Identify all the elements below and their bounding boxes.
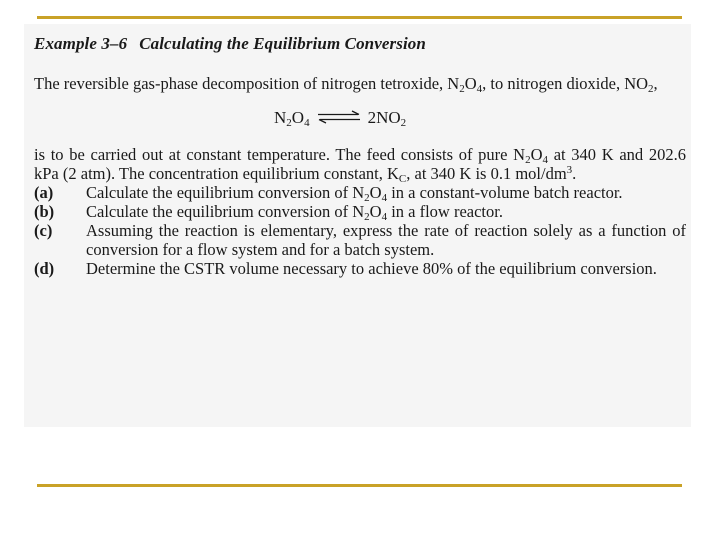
part-b-text-3: in a flow reactor. [387,202,503,221]
intro-text-3: , to nitrogen dioxide, NO [482,74,649,93]
intro-text-4: , [653,74,658,93]
equation-left-sub-1: 2 [286,117,292,129]
part-a-sub-1: 2 [364,192,370,204]
equation-right: 2NO [367,108,401,127]
part-b-sub-2: 4 [381,211,388,223]
part-label: (c) [34,221,53,240]
equilibrium-arrows-icon [316,104,362,134]
conditions-text-5: . [572,164,577,183]
question-part-b [34,202,686,221]
intro-sub-2: 4 [476,83,483,95]
part-text [86,183,686,202]
question-part-a [34,183,686,202]
part-text [86,202,686,221]
example-heading [34,34,686,54]
question-parts-list [34,183,686,278]
part-label: (d) [34,259,55,278]
conditions-text-1: is to be carried out at constant temperature. The feed consists of pure N [34,145,526,164]
intro-paragraph [34,74,686,93]
conditions-text-2: O [530,145,543,164]
conditions-sup: 3 [566,164,573,176]
part-b-text-2: O [369,202,382,221]
part-a-text-1: Calculate the equilibrium conversion of N [86,183,365,202]
conditions-paragraph [34,145,686,183]
part-b-text-1: Calculate the equilibrium conversion of N [86,202,365,221]
part-label: (b) [34,202,55,221]
part-label: (a) [34,183,54,202]
conditions-sub-2: 4 [542,154,549,166]
intro-text-2: O [464,74,477,93]
conditions-text-4: , at 340 K is 0.1 mol/dm [406,164,567,183]
conditions-sub-1: 2 [525,154,531,166]
conditions-sub-3: C [398,173,407,185]
conditions-text-3: at 340 K and 202.6 kPa (2 atm). The concentration equilibrium constant, K [34,145,687,183]
part-a-sub-2: 4 [381,192,388,204]
bottom-divider-rule [37,484,682,487]
part-b-sub-1: 2 [364,211,370,223]
intro-sub-3: 2 [648,83,654,95]
part-text: Determine the CSTR volume necessary to achieve 80% of the equilibrium conversion. [86,259,657,278]
reaction-equation [34,103,686,133]
top-divider-rule [37,16,682,19]
part-a-text-2: O [369,183,382,202]
example-number: Example 3–6 [34,34,128,53]
equation-left-sub-2: 4 [304,117,310,129]
question-part-d [34,259,686,278]
intro-text-1: The reversible gas-phase decomposition of nitrogen tetroxide, N [34,74,460,93]
equation-right-sub: 2 [400,117,407,129]
intro-sub-1: 2 [459,83,465,95]
equation-left-1: N [274,108,287,127]
part-text: Assuming the reaction is elementary, express the rate of reaction solely as a function of conversion for a flow system and for a batch system. [86,221,686,259]
example-content [34,34,686,278]
question-part-c [34,221,686,259]
part-a-text-3: in a constant-volume batch reactor. [387,183,623,202]
equation-left-2: O [291,108,305,127]
example-title: Calculating the Equilibrium Conversion [139,34,426,53]
